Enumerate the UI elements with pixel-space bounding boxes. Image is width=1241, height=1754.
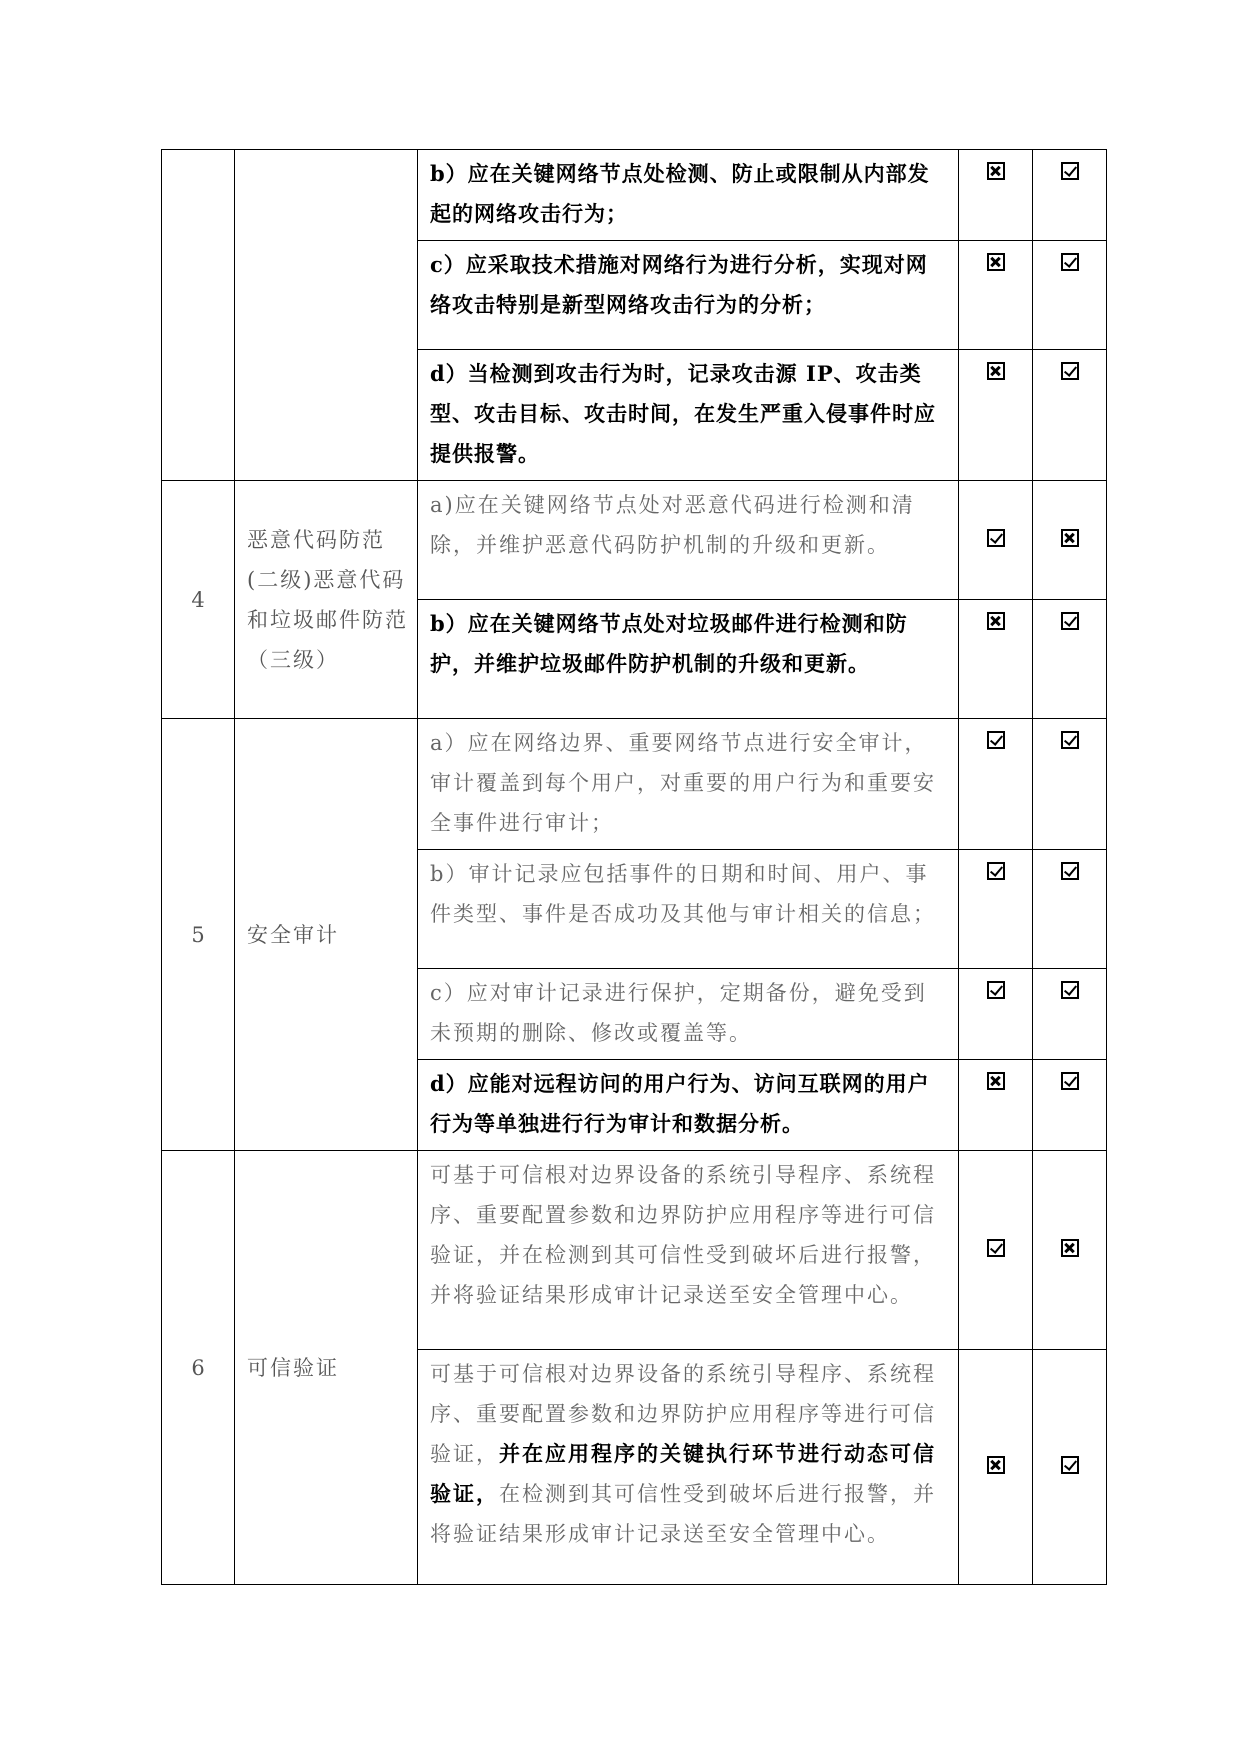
level3-status (1033, 719, 1107, 850)
checkbox-checked-icon (987, 529, 1005, 547)
checkbox-checked-icon (1061, 862, 1079, 880)
checkbox-crossed-icon (1061, 529, 1079, 547)
level3-status (1033, 600, 1107, 719)
table-row (162, 481, 1107, 600)
checkbox-crossed-icon (987, 362, 1005, 380)
level3-status (1033, 1151, 1107, 1350)
checkbox-crossed-icon (1061, 1239, 1079, 1257)
checkbox-checked-icon (1061, 981, 1079, 999)
level3-status (1033, 969, 1107, 1060)
control-name: 可信验证 (235, 1151, 418, 1585)
checkbox-checked-icon (987, 731, 1005, 749)
control-name (235, 150, 418, 481)
row-number (162, 150, 235, 481)
requirements-table (161, 149, 1107, 1585)
requirement-text: d）应能对远程访问的用户行为、访问互联网的用户行为等单独进行行为审计和数据分析。 (418, 1060, 959, 1151)
level2-status (959, 241, 1033, 350)
checkbox-checked-icon (1061, 253, 1079, 271)
level2-status (959, 1350, 1033, 1585)
level2-status (959, 850, 1033, 969)
requirement-text: b）应在关键网络节点处对垃圾邮件进行检测和防护，并维护垃圾邮件防护机制的升级和更新。 (418, 600, 959, 719)
level2-status (959, 719, 1033, 850)
level2-status (959, 969, 1033, 1060)
row-number: 5 (162, 719, 235, 1151)
level3-status (1033, 350, 1107, 481)
level2-status (959, 350, 1033, 481)
table-row (162, 1151, 1107, 1350)
requirement-text-part: 可基于可信根对边界设备的系统引导程序、系统程序、重要配置参数和边界防护应用程序等进行可信验证， (430, 1362, 936, 1466)
checkbox-crossed-icon (987, 162, 1005, 180)
requirement-text: a)应在关键网络节点处对恶意代码进行检测和清除，并维护恶意代码防护机制的升级和更新。 (418, 481, 959, 600)
level2-status (959, 150, 1033, 241)
requirement-text: d）当检测到攻击行为时，记录攻击源 IP、攻击类型、攻击目标、攻击时间，在发生严重入侵事件时应提供报警。 (418, 350, 959, 481)
checkbox-checked-icon (1061, 1456, 1079, 1474)
level3-status (1033, 1060, 1107, 1151)
checkbox-checked-icon (1061, 731, 1079, 749)
row-number: 6 (162, 1151, 235, 1585)
level2-status (959, 1060, 1033, 1151)
level3-status (1033, 850, 1107, 969)
requirement-text-part: 在检测到其可信性受到破坏后进行报警，并将验证结果形成审计记录送至安全管理中心。 (430, 1482, 936, 1546)
level3-status (1033, 1350, 1107, 1585)
requirement-text (418, 1350, 959, 1585)
checkbox-crossed-icon (987, 1072, 1005, 1090)
requirement-text: b）应在关键网络节点处检测、防止或限制从内部发起的网络攻击行为； (418, 150, 959, 241)
checkbox-checked-icon (987, 862, 1005, 880)
checkbox-checked-icon (1061, 162, 1079, 180)
checkbox-checked-icon (1061, 1072, 1079, 1090)
requirement-text: a）应在网络边界、重要网络节点进行安全审计，审计覆盖到每个用户，对重要的用户行为和重要安全事件进行审计； (418, 719, 959, 850)
checkbox-checked-icon (987, 1239, 1005, 1257)
level2-status (959, 481, 1033, 600)
row-number: 4 (162, 481, 235, 719)
control-name: 恶意代码防范(二级)恶意代码和垃圾邮件防范（三级） (235, 481, 418, 719)
level3-status (1033, 150, 1107, 241)
level3-status (1033, 481, 1107, 600)
checkbox-crossed-icon (987, 253, 1005, 271)
requirement-text: b）审计记录应包括事件的日期和时间、用户、事件类型、事件是否成功及其他与审计相关的信息； (418, 850, 959, 969)
requirement-text: 可基于可信根对边界设备的系统引导程序、系统程序、重要配置参数和边界防护应用程序等进行可信验证，并在检测到其可信性受到破坏后进行报警，并将验证结果形成审计记录送至安全管理中心。 (418, 1151, 959, 1350)
level2-status (959, 600, 1033, 719)
checkbox-crossed-icon (987, 612, 1005, 630)
checkbox-checked-icon (987, 981, 1005, 999)
table-row (162, 719, 1107, 850)
control-name: 安全审计 (235, 719, 418, 1151)
requirement-text-emphasis: 并在应用程序的关键执行环节进行动态可信验证， (430, 1441, 936, 1506)
requirement-text: c）应对审计记录进行保护，定期备份，避免受到未预期的删除、修改或覆盖等。 (418, 969, 959, 1060)
checkbox-checked-icon (1061, 612, 1079, 630)
checkbox-crossed-icon (987, 1456, 1005, 1474)
table-row (162, 150, 1107, 241)
level3-status (1033, 241, 1107, 350)
checkbox-checked-icon (1061, 362, 1079, 380)
level2-status (959, 1151, 1033, 1350)
requirement-text: c）应采取技术措施对网络行为进行分析，实现对网络攻击特别是新型网络攻击行为的分析； (418, 241, 959, 350)
